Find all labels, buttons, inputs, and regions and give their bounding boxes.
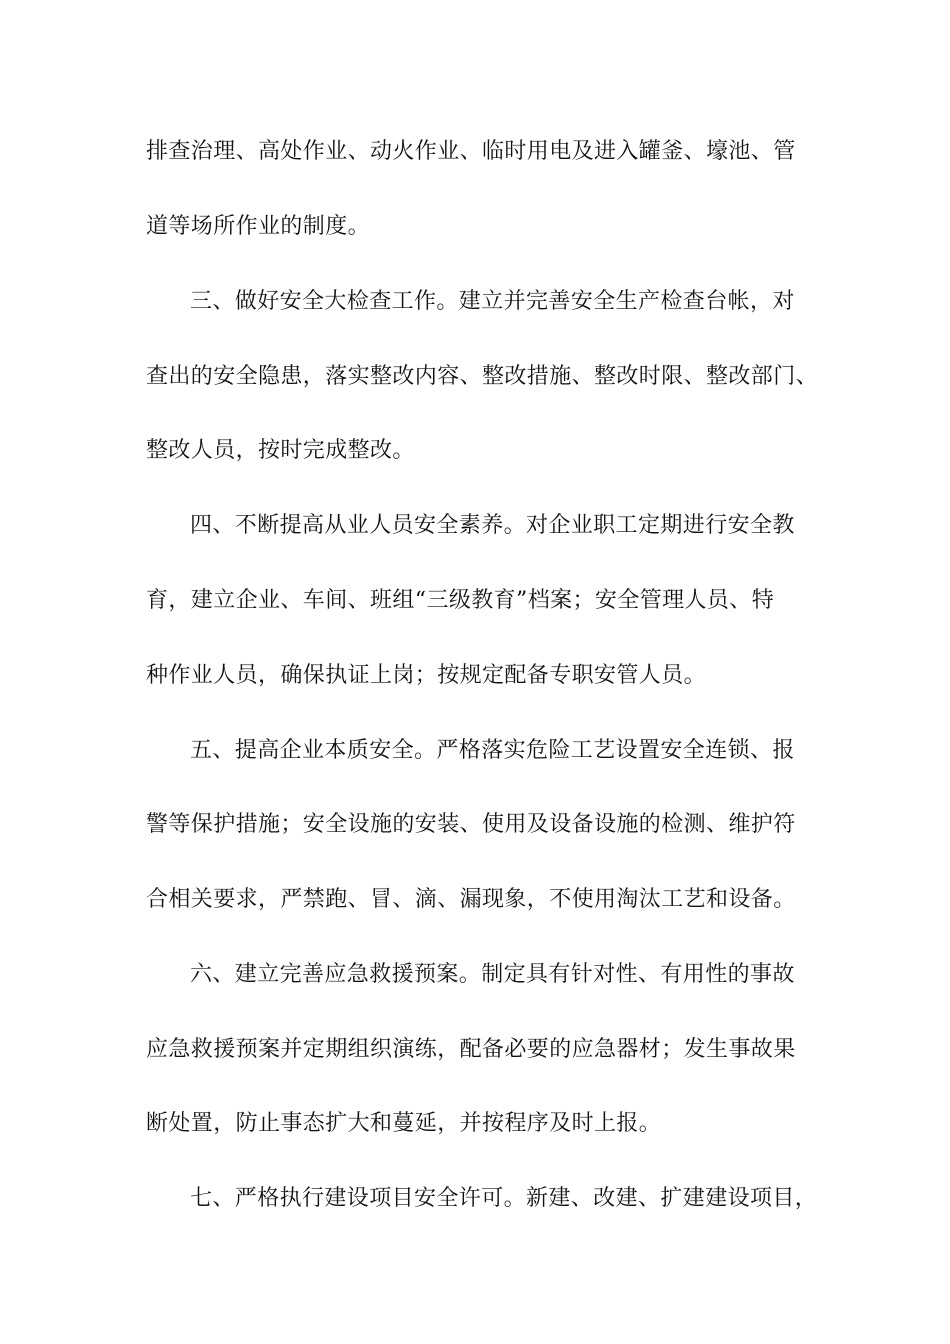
text-line: 排查治理、高处作业、动火作业、临时用电及进入罐釜、壕池、管 — [146, 139, 796, 164]
text-line: 合相关要求，严禁跑、冒、滴、漏现象，不使用淘汰工艺和设备。 — [146, 887, 796, 912]
text-line: 应急救援预案并定期组织演练，配备必要的应急器材；发生事故果 — [146, 1037, 796, 1062]
text-line: 道等场所作业的制度。 — [146, 214, 371, 239]
text-line: 断处置，防止事态扩大和蔓延，并按程序及时上报。 — [146, 1111, 662, 1136]
paragraph-heading-line: 三、做好安全大检查工作。建立并完善安全生产检查台帐，对 — [190, 289, 795, 314]
paragraph-heading-line: 五、提高企业本质安全。严格落实危险工艺设置安全连锁、报 — [190, 738, 795, 763]
text-line: 查出的安全隐患，落实整改内容、整改措施、整改时限、整改部门、 — [146, 364, 819, 389]
paragraph-heading-line: 六、建立完善应急救援预案。制定具有针对性、有用性的事故 — [190, 962, 795, 987]
text-line: 整改人员，按时完成整改。 — [146, 438, 415, 463]
text-line: 种作业人员，确保执证上岗；按规定配备专职安管人员。 — [146, 663, 707, 688]
text-line: 警等保护措施；安全设施的安装、使用及设备设施的检测、维护符 — [146, 812, 796, 837]
paragraph-heading-line: 七、严格执行建设项目安全许可。新建、改建、扩建建设项目， — [190, 1186, 818, 1211]
paragraph-heading-line: 四、不断提高从业人员安全素养。对企业职工定期进行安全教 — [190, 513, 795, 538]
text-line: 育，建立企业、车间、班组“三级教育”档案；安全管理人员、特 — [146, 588, 775, 613]
